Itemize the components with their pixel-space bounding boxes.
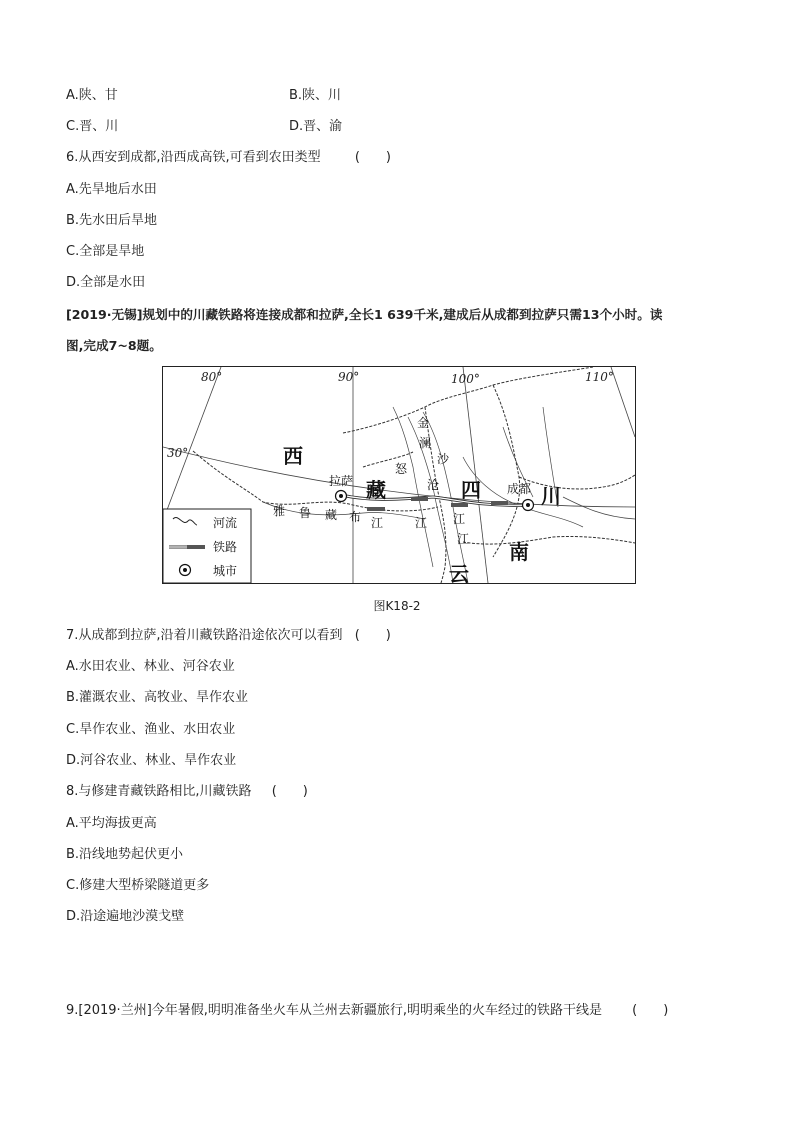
q7-answer-bracket: ( ) bbox=[354, 628, 391, 643]
q5-option-b: B.陕、川 bbox=[289, 88, 342, 103]
lon-label-110: 110° bbox=[585, 370, 614, 384]
river-label-ya: 雅 bbox=[273, 504, 286, 518]
river-label-jiang-2: 江 bbox=[371, 516, 384, 530]
river-label-nu: 怒 bbox=[395, 462, 408, 476]
city-icon bbox=[180, 565, 191, 576]
region-label-zang: 藏 bbox=[366, 478, 386, 502]
river-label-lan: 澜 bbox=[419, 436, 432, 450]
map-legend bbox=[163, 509, 251, 583]
q5-option-a: A.陕、甘 bbox=[66, 88, 118, 103]
region-label-nan: 南 bbox=[509, 540, 529, 564]
q7-option-d: D.河谷农业、林业、旱作农业 bbox=[66, 753, 237, 768]
q9-stem bbox=[66, 1003, 668, 1019]
province-boundaries bbox=[193, 367, 635, 583]
river-label-lu: 鲁 bbox=[299, 506, 312, 520]
q8-option-b: B.沿线地势起伏更小 bbox=[66, 847, 184, 862]
region-label-xi: 西 bbox=[283, 444, 303, 468]
q8-option-a: A.平均海拔更高 bbox=[66, 816, 157, 831]
q5-option-c: C.晋、川 bbox=[66, 119, 119, 134]
river-label-jiang-4: 江 bbox=[457, 532, 470, 546]
river-label-cang: 沧 bbox=[427, 478, 440, 492]
q6-stem-text: 6.从西安到成都,沿西成高铁,可看到农田类型 bbox=[66, 150, 321, 165]
sichuan-tibet-railway-map bbox=[162, 366, 636, 584]
city-label-chengdu: 成都 bbox=[507, 482, 532, 496]
q6-stem bbox=[66, 150, 391, 166]
q7-option-b: B.灌溉农业、高牧业、旱作农业 bbox=[66, 690, 249, 705]
q7-stem-text: 7.从成都到拉萨,沿着川藏铁路沿途依次可以看到 bbox=[66, 628, 343, 643]
legend-label-river: 河流 bbox=[213, 516, 238, 530]
q6-option-c: C.全部是旱地 bbox=[66, 244, 145, 259]
city-lhasa bbox=[336, 491, 347, 502]
river-label-bu: 布 bbox=[349, 510, 362, 524]
q9-answer-bracket: ( ) bbox=[632, 1003, 669, 1018]
region-label-yun: 云 bbox=[449, 562, 469, 583]
passage-line-2: 图,完成7~8题。 bbox=[66, 338, 162, 353]
q8-stem bbox=[66, 784, 308, 800]
map-caption: 图K18-2 bbox=[373, 599, 421, 613]
q8-stem-text: 8.与修建青藏铁路相比,川藏铁路 bbox=[66, 784, 252, 799]
q8-answer-bracket: ( ) bbox=[271, 784, 308, 799]
river-label-jiang-3: 江 bbox=[415, 516, 428, 530]
q5-option-d: D.晋、渝 bbox=[289, 119, 343, 134]
lon-label-100: 100° bbox=[451, 372, 480, 386]
rivers bbox=[263, 407, 635, 583]
river-label-jiang-1: 江 bbox=[453, 512, 466, 526]
q6-option-d: D.全部是水田 bbox=[66, 275, 146, 290]
lat-label-30: 30° bbox=[167, 446, 189, 460]
q6-answer-bracket: ( ) bbox=[354, 150, 391, 165]
q7-stem bbox=[66, 628, 391, 644]
legend-label-railway: 铁路 bbox=[213, 540, 238, 554]
q6-option-a: A.先旱地后水田 bbox=[66, 182, 157, 197]
legend-label-city: 城市 bbox=[213, 564, 238, 578]
river-label-jin: 金 bbox=[417, 416, 430, 430]
city-label-lhasa: 拉萨 bbox=[329, 474, 354, 488]
q8-option-c: C.修建大型桥梁隧道更多 bbox=[66, 878, 210, 893]
lon-label-80: 80° bbox=[201, 370, 223, 384]
city-chengdu bbox=[523, 500, 534, 511]
river-label-zang: 藏 bbox=[325, 508, 338, 522]
lon-label-90: 90° bbox=[338, 370, 360, 384]
river-label-sha: 沙 bbox=[437, 452, 450, 466]
q6-option-b: B.先水田后旱地 bbox=[66, 213, 158, 228]
passage-line-1: [2019·无锡]规划中的川藏铁路将连接成都和拉萨,全长1 639千米,建成后从成都到拉萨只需13个小时。读 bbox=[66, 307, 663, 322]
region-label-chuan: 川 bbox=[541, 484, 561, 508]
q7-option-a: A.水田农业、林业、河谷农业 bbox=[66, 659, 235, 674]
q7-option-c: C.旱作农业、渔业、水田农业 bbox=[66, 722, 236, 737]
region-label-si: 四 bbox=[461, 478, 481, 502]
q9-stem-text: 9.[2019·兰州]今年暑假,明明准备坐火车从兰州去新疆旅行,明明乘坐的火车经过的铁路干线是 bbox=[66, 1003, 603, 1018]
q8-option-d: D.沿途遍地沙漠戈壁 bbox=[66, 909, 185, 924]
